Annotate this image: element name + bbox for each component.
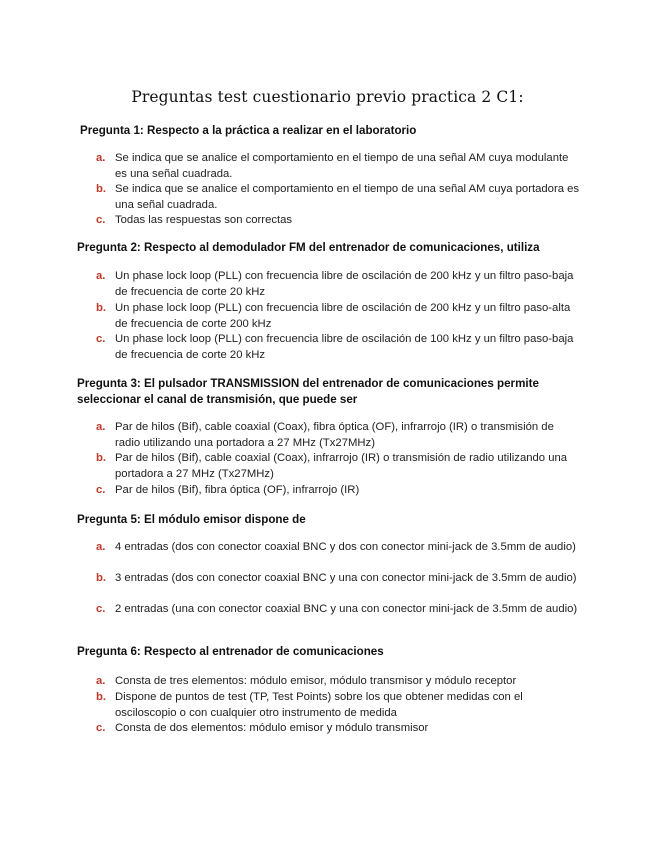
option-text: Todas las respuestas son correctas [115,214,293,226]
option-2c [96,331,580,363]
option-letter: a. [96,541,106,553]
option-letter: b. [96,572,107,584]
option-6c [96,720,580,736]
option-text: Par de hilos (Bif), cable coaxial (Coax), infrarrojo (IR) o transmisión de radio utilizando una portadora a 27 MHz (Tx27MHz) [115,452,568,480]
option-1c [96,212,580,228]
option-6a [96,673,580,689]
option-text: Dispone de puntos de test (TP, Test Points) sobre los que obtener medidas con el osciloscopio o con cualquier otro instrumento de medida [115,691,523,719]
option-text: 4 entradas (dos con conector coaxial BNC y dos con conector mini-jack de 3.5mm de audio) [115,541,576,553]
option-letter: a. [96,421,106,433]
option-letter: a. [96,675,106,687]
option-letter: c. [96,484,106,496]
option-text: 2 entradas (una con conector coaxial BNC y una con conector mini-jack de 3.5mm de audio) [115,603,578,615]
option-1a [96,150,580,182]
option-text: 3 entradas (dos con conector coaxial BNC y una con conector mini-jack de 3.5mm de audio) [115,572,577,584]
option-letter: b. [96,302,107,314]
option-6b [96,689,580,721]
question-heading-5: Pregunta 5: El módulo emisor dispone de [77,513,306,526]
page-title: Preguntas test cuestionario previo practica 2 C1: [131,88,524,106]
option-letter: b. [96,183,107,195]
option-1b [96,181,580,213]
option-2a [96,268,580,300]
option-letter: a. [96,152,106,164]
option-letter: c. [96,603,106,615]
option-5b [96,570,580,586]
option-letter: b. [96,452,107,464]
option-3b [96,450,580,482]
option-5a [96,539,580,555]
option-3a [96,419,582,451]
option-text: Par de hilos (Bif), cable coaxial (Coax), fibra óptica (OF), infrarrojo (IR) o transmisión de radio utilizando una portadora a 27 MHz (Tx27MHz) [115,421,554,449]
option-letter: c. [96,214,106,226]
option-letter: c. [96,333,106,345]
option-2b [96,300,580,332]
option-text: Par de hilos (Bif), fibra óptica (OF), infrarrojo (IR) [115,484,360,496]
option-text: Consta de tres elementos: módulo emisor, módulo transmisor y módulo receptor [115,675,517,687]
option-5c [96,601,580,617]
question-heading-2: Pregunta 2: Respecto al demodulador FM del entrenador de comunicaciones, utiliza [77,241,540,254]
question-heading-3: Pregunta 3: El pulsador TRANSMISSION del entrenador de comunicaciones permite seleccionar el canal de transmisión, que puede ser [77,377,539,406]
option-text: Un phase lock loop (PLL) con frecuencia libre de oscilación de 200 kHz y un filtro paso-alta de frecuencia de corte 200 kHz [115,302,571,330]
option-3c [96,482,580,498]
option-text: Se indica que se analice el comportamiento en el tiempo de una señal AM cuya portadora es una señal cuadrada. [115,183,580,211]
option-letter: a. [96,270,106,282]
question-heading-6: Pregunta 6: Respecto al entrenador de comunicaciones [77,645,384,658]
option-letter: b. [96,691,107,703]
option-text: Se indica que se analice el comportamiento en el tiempo de una señal AM cuya modulante es una señal cuadrada. [115,152,569,180]
option-text: Consta de dos elementos: módulo emisor y módulo transmisor [115,722,429,734]
option-letter: c. [96,722,106,734]
option-text: Un phase lock loop (PLL) con frecuencia libre de oscilación de 100 kHz y un filtro paso-baja de frecuencia de corte 20 kHz [115,333,574,361]
question-heading-1: Pregunta 1: Respecto a la práctica a realizar en el laboratorio [80,124,417,137]
option-text: Un phase lock loop (PLL) con frecuencia libre de oscilación de 200 kHz y un filtro paso-baja de frecuencia de corte 20 kHz [115,270,574,298]
